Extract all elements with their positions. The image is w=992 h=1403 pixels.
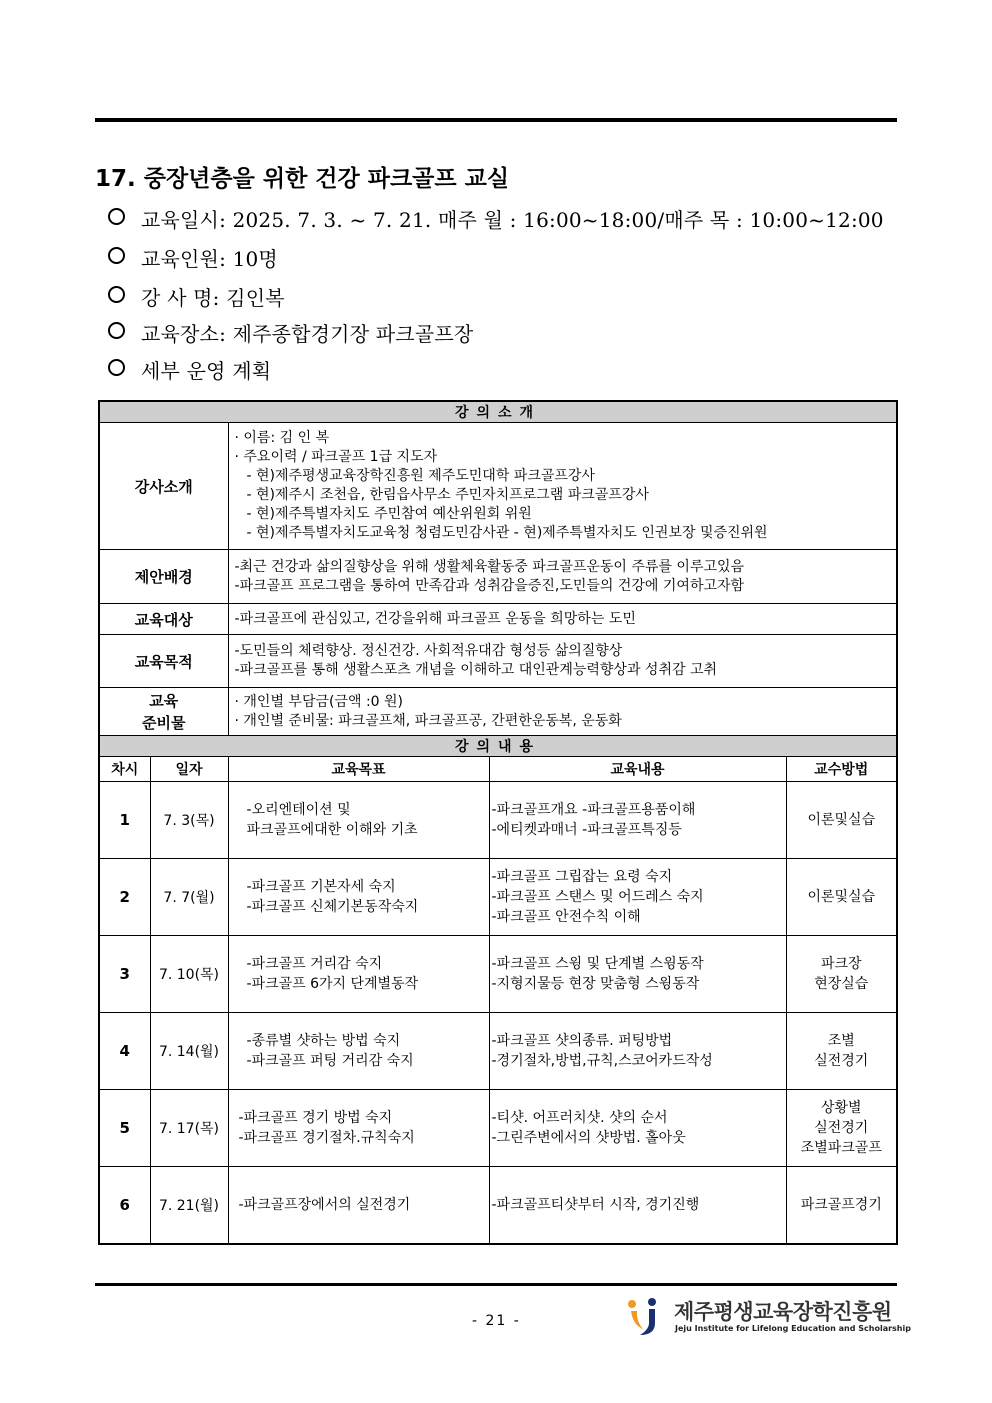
method-line: 조별파크골프 [800,1140,882,1156]
bullet-text: 교육인원: 10명 [141,247,278,271]
content-line: -에티켓과매너 -파크골프특징등 [491,822,682,838]
content-line: · 개인별 준비물: 파크골프채, 파크골프공, 간편한운동복, 운동화 [234,712,622,729]
page-number: - 21 - [472,1313,521,1329]
row-label-instructor: 강사소개 [99,423,228,550]
org-logo [624,1293,911,1339]
content-line: -티샷. 어프러치샷. 샷의 순서 [491,1110,668,1126]
goal-line: -파크골프 퍼팅 거리감 숙지 [246,1053,414,1069]
content-line: -파크골프 그립잡는 요령 숙지 [491,869,673,885]
session-contents [489,859,786,936]
method-line: 이론및실습 [807,889,876,905]
bullet-schedule [108,204,884,233]
session-contents [489,782,786,859]
materials-content [228,688,897,736]
bullet-instructor [108,282,285,311]
content-line: -파크골프개요 -파크골프용품이해 [491,802,696,818]
content-line: -파크골프 샷의종류. 퍼팅방법 [491,1033,673,1049]
goal-line: -파크골프장에서의 실전경기 [238,1197,411,1213]
content-line: -파크골프티샷부터 시작, 경기진행 [491,1197,700,1213]
content-line: -파크골프 안전수칙 이해 [491,909,641,925]
table-row [99,936,897,1013]
content-line: -파크골프 프로그램을 통하여 만족감과 성취감을증진,도민들의 건강에 기여하고자함 [234,577,745,594]
method-line: 현장실습 [814,976,869,992]
content-line: -파크골프를 통해 생활스포츠 개념을 이해하고 대인관계능력향상과 성취감 고취 [234,662,717,678]
purpose-content [228,635,897,688]
table-row [99,1167,897,1245]
session-number: 3 [99,936,150,1013]
method-line: 파크골프경기 [800,1197,882,1213]
circle-bullet-icon [108,208,125,225]
content-line: -그린주변에서의 샷방법. 홀아웃 [491,1130,686,1146]
top-rule [95,118,897,122]
schedule-section-header: 강의내용 [99,736,897,757]
content-line: -파크골프 스탠스 및 어드레스 숙지 [491,889,704,905]
content-line: - 현)제주평생교육장학진흥원 제주도민대학 파크골프강사 [246,468,595,484]
session-goals [228,859,489,936]
session-number: 6 [99,1167,150,1245]
session-date: 7. 10(목) [150,936,228,1013]
session-number: 1 [99,782,150,859]
content-line: - 현)제주특별자치도 주민참여 예산위원회 위원 [246,506,532,522]
method-line: 조별 [827,1033,855,1049]
session-date: 7. 3(목) [150,782,228,859]
method-line: 실전경기 [814,1120,869,1136]
instructor-intro-content [228,423,897,550]
table-row [99,1090,897,1167]
bottom-rule [95,1283,897,1286]
row-label-materials [99,688,228,736]
bullet-plan [108,355,271,384]
row-label-purpose: 교육목적 [99,635,228,688]
content-line: -경기절차,방법,규칙,스코어카드작성 [491,1053,713,1069]
goal-line: -파크골프 거리감 숙지 [246,956,383,972]
session-goals [228,1090,489,1167]
content-line: - 현)제주시 조천읍, 한림읍사무소 주민자치프로그램 파크골프강사 [246,487,649,503]
intro-section-header: 강의소개 [99,401,897,423]
session-contents [489,936,786,1013]
col-header-method: 교수방법 [786,757,897,782]
session-method [786,859,897,936]
session-goals [228,782,489,859]
content-line: -파크골프 스윙 및 단계별 스윙동작 [491,956,704,972]
bullet-text: 교육일시: 2025. 7. 3. ~ 7. 21. 매주 월 : 16:00~18:00/매주 목 : 10:00~12:00 [141,208,884,232]
goal-line: -파크골프 기본자세 숙지 [246,879,396,895]
goal-line: 파크골프에대한 이해와 기초 [246,822,418,838]
target-content [228,604,897,635]
org-name-korean: 제주평생교육장학진흥원 [674,1300,892,1324]
session-number: 5 [99,1090,150,1167]
session-method [786,936,897,1013]
section-title: 17. 중장년층을 위한 건강 파크골프 교실 [95,166,510,192]
session-method [786,1167,897,1245]
bullet-text: 교육장소: 제주종합경기장 파크골프장 [141,322,474,346]
session-date: 7. 21(월) [150,1167,228,1245]
session-number: 4 [99,1013,150,1090]
session-goals [228,936,489,1013]
session-contents [489,1013,786,1090]
bullet-location [108,318,473,347]
background-content [228,550,897,604]
method-line: 이론및실습 [807,812,876,828]
content-line: -도민들의 체력향상. 정신건강. 사회적유대감 형성등 삶의질향상 [234,643,623,659]
table-row [99,782,897,859]
session-date: 7. 14(월) [150,1013,228,1090]
content-line: -지형지물등 현장 맞춤형 스윙동작 [491,976,700,992]
session-goals [228,1013,489,1090]
session-contents [489,1167,786,1245]
session-contents [489,1090,786,1167]
jeju-institute-logo-icon [624,1295,666,1337]
bullet-text: 강 사 명: 김인복 [141,286,285,310]
content-line: - 현)제주특별자치도교육청 청렴도민감사관 - 현)제주특별자치도 인권보장 및증진위원 [246,525,768,541]
org-name-english: Jeju Institute for Lifelong Education and Scholarship [675,1324,911,1333]
content-line: · 이름: 김 인 복 [234,430,330,446]
content-line: · 주요이력 / 파크골프 1급 지도자 [234,449,438,465]
goal-line: -종류별 샷하는 방법 숙지 [246,1033,401,1049]
col-header-goal: 교육목표 [228,757,489,782]
method-line: 상황별 [820,1100,862,1116]
goal-line: -파크골프 신체기본동작숙지 [246,899,419,915]
session-date: 7. 17(목) [150,1090,228,1167]
session-method [786,1090,897,1167]
circle-bullet-icon [108,322,125,339]
session-method [786,782,897,859]
circle-bullet-icon [108,247,125,264]
col-header-content: 교육내용 [489,757,786,782]
goal-line: -오리엔테이션 및 [246,802,351,818]
session-date: 7. 7(월) [150,859,228,936]
method-line: 실전경기 [814,1053,869,1069]
goal-line: -파크골프 경기절차.규칙숙지 [238,1130,415,1146]
session-method [786,1013,897,1090]
label-line: 교육 [149,691,179,710]
program-table [98,400,898,1245]
table-row [99,859,897,936]
method-line: 파크장 [820,956,862,972]
session-goals [228,1167,489,1245]
col-header-date: 일자 [150,757,228,782]
circle-bullet-icon [108,286,125,303]
col-header-session: 차시 [99,757,150,782]
label-line: 준비물 [142,713,186,732]
row-label-target: 교육대상 [99,604,228,635]
goal-line: -파크골프 경기 방법 숙지 [238,1110,393,1126]
content-line: · 개인별 부담금(금액 :0 원) [234,693,404,710]
content-line: -파크골프에 관심있고, 건강을위해 파크골프 운동을 희망하는 도민 [234,610,636,627]
goal-line: -파크골프 6가지 단계별동작 [246,976,419,992]
circle-bullet-icon [108,359,125,376]
session-number: 2 [99,859,150,936]
row-label-background: 제안배경 [99,550,228,604]
bullet-headcount [108,243,278,272]
table-row [99,1013,897,1090]
bullet-text: 세부 운영 계획 [141,359,272,383]
content-line: -최근 건강과 삶의질향상을 위해 생활체육활동중 파크골프운동이 주류를 이루고있음 [234,558,745,575]
